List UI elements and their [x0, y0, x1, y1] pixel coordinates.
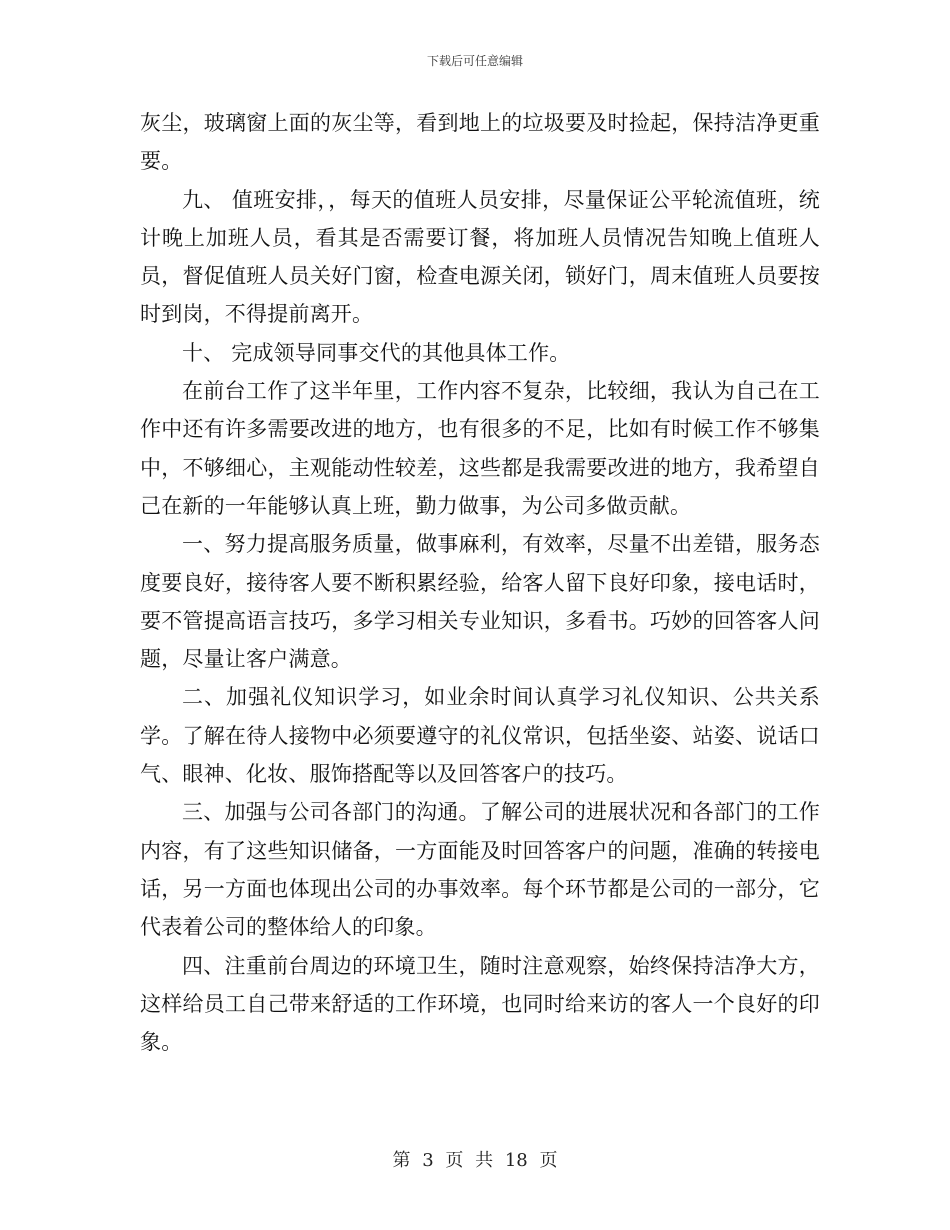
- paragraph-plan-two: 二、加强礼仪知识学习，如业余时间认真学习礼仪知识、公共关系学。了解在待人接物中必须要遵守的礼仪常识，包括坐姿、站姿、说话口气、眼神、化妆、服饰搭配等以及回答客户的技巧。: [140, 685, 820, 787]
- paragraph-continuation: 灰尘，玻璃窗上面的灰尘等，看到地上的垃圾要及时捡起，保持洁净更重要。: [140, 111, 820, 174]
- paragraph-plan-four: 四、注重前台周边的环境卫生，随时注意观察，始终保持洁净大方，这样给员工自己带来舒适的工作环境，也同时给来访的客人一个良好的印象。: [140, 953, 820, 1055]
- document-body: [140, 104, 820, 1061]
- paragraph-plan-three: 三、加强与公司各部门的沟通。了解公司的进展状况和各部门的工作 内容，有了这些知识储备，一方面能及时回答客户的问题，准确的转接电话，另一方面也体现出公司的办事效率。每个环节都是公司的一部分，它代表着公司的整体给人的印象。: [140, 800, 820, 940]
- page-header: 下载后可任意编辑: [426, 54, 523, 68]
- paragraph-item-ten: 十、 完成领导同事交代的其他具体工作。: [182, 340, 571, 365]
- paragraph-summary: 在前台工作了这半年里，工作内容不复杂，比较细，我认为自己在工作中还有许多需要改进的地方，也有很多的不足，比如有时候工作不够集中，不够细心，主观能动性较差，这些都是我需要改进的地方，我希望自己在新的一年能够认真上班，勤力做事，为公司多做贡献。: [140, 379, 820, 518]
- paragraph-item-nine: 九、 值班安排，，每天的值班人员安排，尽量保证公平轮流值班，统计晚上加班人员，看其是否需要订餐，将加班人员情况告知晚上值班人员，督促值班人员关好门窗，检查电源关闭，锁好门，周末值班人员要按时到岗，不得提前离开。: [140, 187, 820, 327]
- paragraph-plan-one: 一、努力提高服务质量，做事麻利，有效率，尽量不出差错，服务态度要良好，接待客人要不断积累经验，给客人留下良好印象，接电话时，要不管提高语言技巧，多学习相关专业知识，多看书。巧妙的回答客人问题，尽量让客户满意。: [140, 532, 820, 672]
- page-number-footer: 第 3 页 共 18 页: [392, 1150, 558, 1171]
